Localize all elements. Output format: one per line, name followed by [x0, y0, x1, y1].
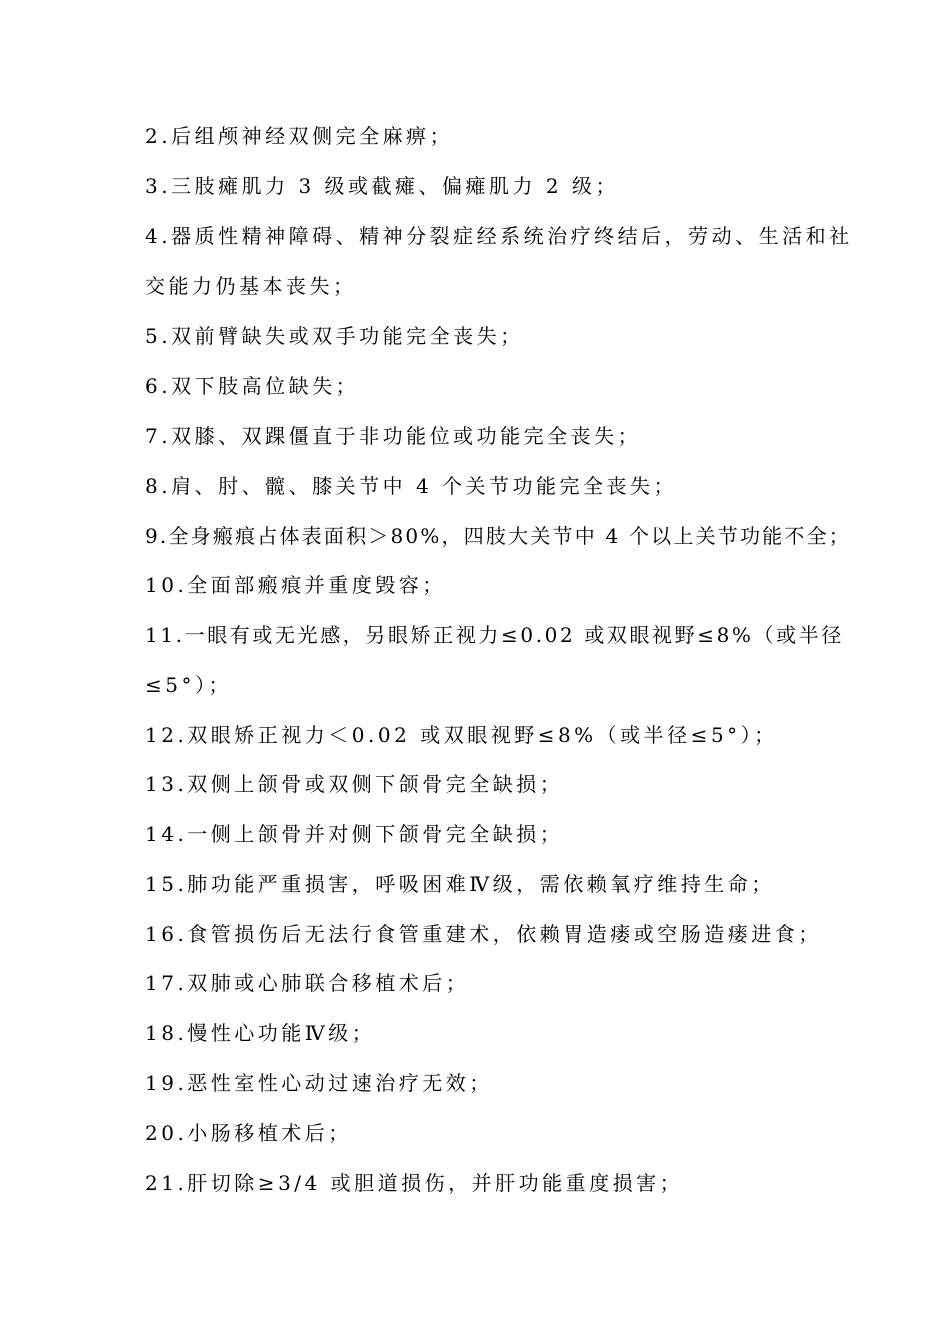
list-item: 8.肩、肘、髋、膝关节中 4 个关节功能完全丧失；: [145, 474, 678, 498]
list-item: 9.全身瘢痕占体表面积＞80%，四肢大关节中 4 个以上关节功能不全；: [145, 524, 851, 548]
list-item: 10.全面部瘢痕并重度毁容；: [145, 573, 446, 597]
list-item: 6.双下肢高位缺失；: [145, 374, 360, 398]
list-item: 19.恶性室性心动过速治疗无效；: [145, 1071, 493, 1095]
list-item-continuation: 交能力仍基本丧失；: [145, 274, 357, 298]
list-item: 11.一眼有或无光感，另眼矫正视力≤0.02 或双眼视野≤8%（或半径: [145, 623, 844, 647]
list-item: 20.小肠移植术后；: [145, 1121, 352, 1145]
list-item: 2.后组颅神经双侧完全麻痹；: [145, 124, 454, 148]
list-item: 14.一侧上颌骨并对侧下颌骨完全缺损；: [145, 822, 564, 846]
list-item: 3.三肢瘫肌力 3 级或截瘫、偏瘫肌力 2 级；: [145, 174, 619, 198]
list-item: 16.食管损伤后无法行食管重建术，依赖胃造瘘或空肠造瘘进食；: [145, 922, 822, 946]
list-item: 5.双前臂缺失或双手功能完全丧失；: [145, 324, 524, 348]
list-item: 18.慢性心功能Ⅳ级；: [145, 1021, 376, 1045]
list-item-continuation: ≤5°）；: [145, 673, 232, 697]
list-item: 12.双眼矫正视力＜0.02 或双眼视野≤8%（或半径≤5°）；: [145, 723, 778, 747]
list-item: 13.双侧上颌骨或双侧下颌骨完全缺损；: [145, 772, 564, 796]
list-item: 17.双肺或心肺联合移植术后；: [145, 971, 470, 995]
list-item: 7.双膝、双踝僵直于非功能位或功能完全丧失；: [145, 424, 642, 448]
list-item: 15.肺功能严重损害，呼吸困难Ⅳ级，需依赖氧疗维持生命；: [145, 872, 775, 896]
list-item: 21.肝切除≥3/4 或胆道损伤，并肝功能重度损害；: [145, 1171, 684, 1195]
list-item: 4.器质性精神障碍、精神分裂症经系统治疗终结后，劳动、生活和社: [145, 224, 853, 248]
